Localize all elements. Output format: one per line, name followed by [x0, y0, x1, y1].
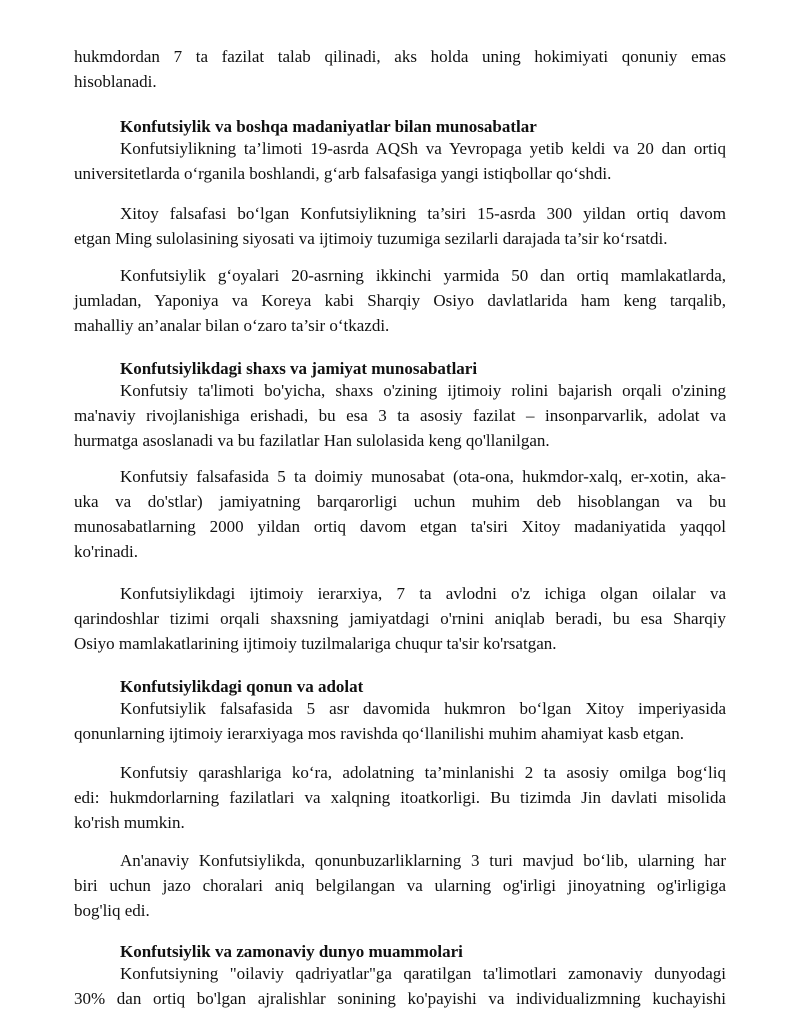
- text-line: ko'rinadi.: [74, 542, 138, 561]
- paragraph-0: [74, 46, 726, 96]
- text-line: hukmdordan 7 ta fazilat talab qilinadi, aks holda uning hokimiyati qonuniy emas: [74, 47, 726, 66]
- text-line: ko'rish mumkin.: [74, 813, 185, 832]
- text-line: Konfutsiylik falsafasida 5 asr davomida hukmron boʻlgan Xitoy imperiyasida: [120, 699, 726, 718]
- paragraph-8: [74, 762, 726, 837]
- text-line: jumladan, Yaponiya va Koreya kabi Sharqiy Osiyo davlatlarida ham keng tarqalib,: [74, 291, 726, 310]
- text-line: Konfutsiylik gʻoyalari 20-asrning ikkinchi yarmida 50 dan ortiq mamlakatlarda,: [120, 266, 726, 285]
- section-heading-2: Konfutsiylikdagi shaxs va jamiyat munosabatlari: [120, 359, 478, 378]
- paragraph-10: [74, 963, 726, 1013]
- section-heading-1: Konfutsiylik va boshqa madaniyatlar bilan munosabatlar: [120, 117, 537, 136]
- paragraph-4: [74, 380, 726, 455]
- text-line: munosabatlarning 2000 yildan ortiq davom etgan ta'siri Xitoy madaniyatida yaqqol: [74, 517, 726, 536]
- text-line: qarindoshlar tizimi orqali shaxsning jamiyatdagi o'rnini aniqlab beradi, bu esa Sharqiy: [74, 609, 726, 628]
- text-line: uka va do'stlar) jamiyatning barqarorligi uchun muhim deb hisoblangan va bu: [74, 492, 726, 511]
- text-line: Xitoy falsafasi boʻlgan Konfutsiylikning ta’siri 15-asrda 300 yildan ortiq davom: [120, 204, 726, 223]
- text-line: ma'naviy rivojlanishiga erishadi, bu esa 3 ta asosiy fazilat – insonparvarlik, adolat va: [74, 406, 726, 425]
- text-line: Konfutsiylikning ta’limoti 19-asrda AQSh va Yevropaga yetib keldi va 20 dan ortiq: [120, 139, 726, 158]
- text-line: An'anaviy Konfutsiylikda, qonunbuzarliklarning 3 turi mavjud boʻlib, ularning har: [120, 851, 726, 870]
- text-line: mahalliy an’analar bilan oʻzaro ta’sir oʻtkazdi.: [74, 316, 390, 335]
- paragraph-7: [74, 698, 726, 748]
- text-line: Konfutsiy qarashlariga koʻra, adolatning ta’minlanishi 2 ta asosiy omilga bogʻliq: [120, 763, 726, 782]
- text-line: Konfutsiy ta'limoti bo'yicha, shaxs o'zining ijtimoiy rolini bajarish orqali o'zining: [120, 381, 726, 400]
- paragraph-1: [74, 138, 726, 188]
- text-line: universitetlarda oʻrganila boshlandi, gʻarb falsafasiga yangi istiqbollar qoʻshdi.: [74, 164, 612, 183]
- text-line: bog'liq edi.: [74, 901, 150, 920]
- paragraph-9: [74, 850, 726, 925]
- text-line: qonunlarning ijtimoiy ierarxiyaga mos ravishda qoʻllanilishi muhim ahamiyat kasb etgan.: [74, 724, 684, 743]
- section-heading-3: Konfutsiylikdagi qonun va adolat: [120, 677, 364, 696]
- section-heading-4: Konfutsiylik va zamonaviy dunyo muammolari: [120, 942, 463, 961]
- text-line: hisoblanadi.: [74, 72, 157, 91]
- paragraph-3: [74, 265, 726, 340]
- text-line: Osiyo mamlakatlarining ijtimoiy tuzilmalariga chuqur ta'sir ko'rsatgan.: [74, 634, 557, 653]
- text-line: biri uchun jazo choralari aniq belgilangan va ularning og'irligi jinoyatning og'irligiga: [74, 876, 726, 895]
- text-line: hurmatga asoslanadi va bu fazilatlar Han sulolasida keng qo'llanilgan.: [74, 431, 550, 450]
- text-line: Konfutsiy falsafasida 5 ta doimiy munosabat (ota-ona, hukmdor-xalq, er-xotin, aka-: [120, 467, 726, 486]
- paragraph-5: [74, 466, 726, 566]
- paragraph-2: [74, 203, 726, 253]
- text-line: 30% dan ortiq bo'lgan ajralishlar sonining ko'payishi va individualizmning kuchayishi: [74, 989, 726, 1008]
- text-line: Konfutsiyning "oilaviy qadriyatlar"ga qaratilgan ta'limotlari zamonaviy dunyodagi: [120, 964, 726, 983]
- paragraph-6: [74, 583, 726, 658]
- text-line: Konfutsiylikdagi ijtimoiy ierarxiya, 7 ta avlodni o'z ichiga olgan oilalar va: [120, 584, 726, 603]
- text-line: etgan Ming sulolasining siyosati va ijtimoiy tuzumiga sezilarli darajada ta’sir koʻrsatdi.: [74, 229, 668, 248]
- text-line: edi: hukmdorlarning fazilatlari va xalqning itoatkorligi. Bu tizimda Jin davlati misolida: [74, 788, 726, 807]
